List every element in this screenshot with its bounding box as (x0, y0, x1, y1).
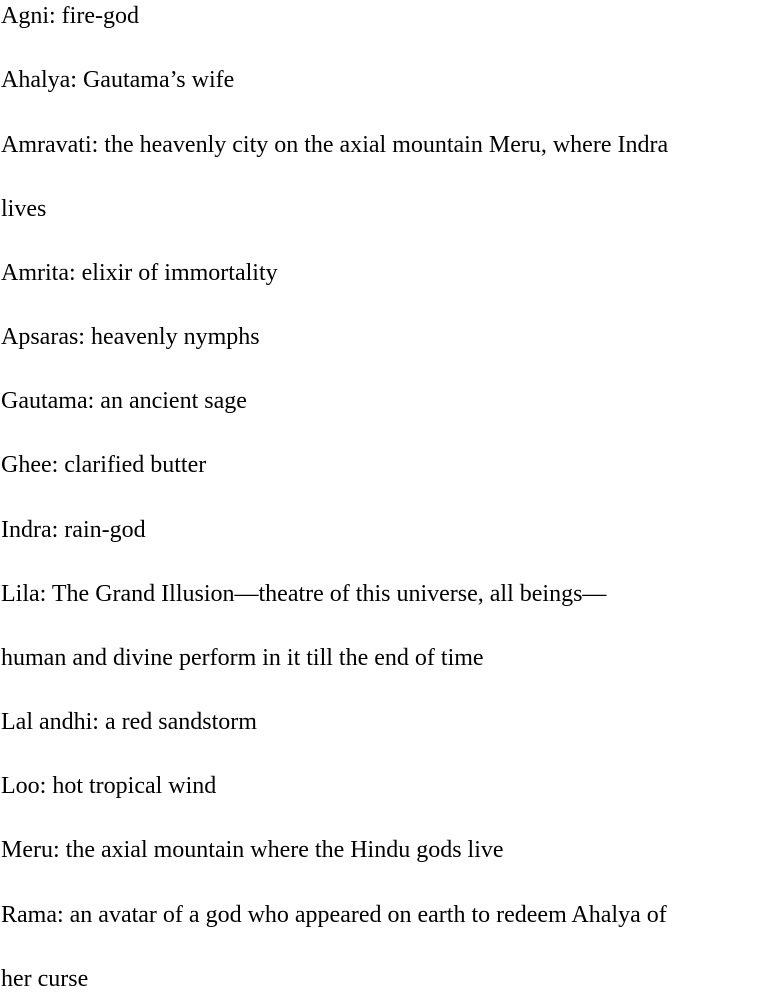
entry-lal-andhi: Lal andhi: a red sandstorm (1, 709, 257, 735)
entry-amrita: Amrita: elixir of immortality (1, 260, 278, 286)
entry-lila: Lila: The Grand Illusion—theatre of this universe, all beings— (1, 581, 607, 607)
entry-apsaras: Apsaras: heavenly nymphs (1, 324, 260, 350)
entry-rama-continued: her curse (1, 966, 89, 992)
entry-amravati-continued: lives (1, 196, 47, 222)
entry-meru: Meru: the axial mountain where the Hindu gods live (1, 837, 504, 863)
entry-indra: Indra: rain-god (1, 517, 146, 543)
entry-ghee: Ghee: clarified butter (1, 452, 207, 478)
entry-loo: Loo: hot tropical wind (1, 773, 217, 799)
entry-amravati: Amravati: the heavenly city on the axial mountain Meru, where Indra (1, 132, 669, 158)
entry-lila-continued: human and divine perform in it till the end of time (1, 645, 484, 671)
entry-agni: Agni: fire-god (1, 3, 139, 29)
entry-gautama: Gautama: an ancient sage (1, 388, 247, 414)
entry-rama: Rama: an avatar of a god who appeared on earth to redeem Ahalya of (1, 902, 667, 928)
entry-ahalya: Ahalya: Gautama’s wife (1, 67, 235, 93)
